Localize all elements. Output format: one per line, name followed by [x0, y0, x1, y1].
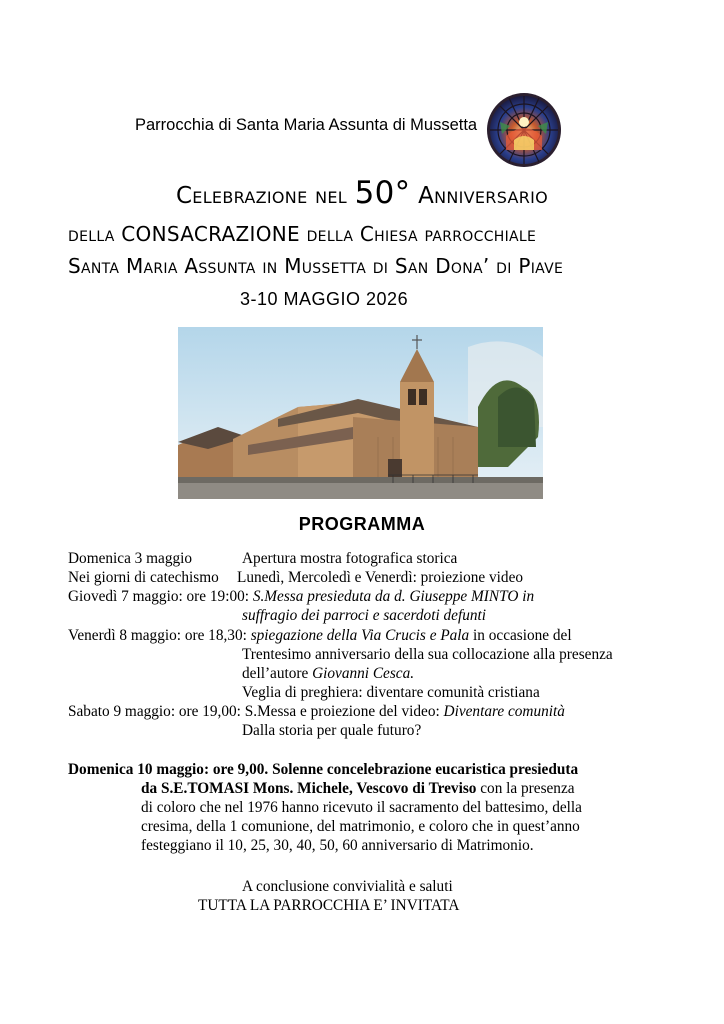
- church-photo: [178, 327, 543, 499]
- event-dates: 3-10 MAGGIO 2026: [240, 289, 409, 309]
- program-day-8: Venerdì 8 maggio: ore 18,30: spiegazione della Via Crucis e Pala in occasione del: [68, 627, 572, 644]
- stained-glass-window-icon: [486, 92, 562, 168]
- program-heading: PROGRAMMA: [298, 514, 426, 534]
- parish-name: Parrocchia di Santa Maria Assunta di Mussetta: [135, 116, 478, 134]
- program-day-10-line-2: da S.E.TOMASI Mons. Michele, Vescovo di Treviso con la presenza: [141, 780, 575, 797]
- closing-invitation: TUTTA LA PARROCCHIA E’ INVITATA: [198, 897, 460, 914]
- program-day-8-line-4: Veglia di preghiera: diventare comunità cristiana: [242, 684, 540, 701]
- closing-conviviality: A conclusione convivialità e saluti: [242, 878, 453, 895]
- program-day-10: Domenica 10 maggio: ore 9,00. Solenne concelebrazione eucaristica presieduta: [68, 761, 579, 778]
- program-day-8-line-3: dell’autore Giovanni Cesca.: [242, 665, 415, 682]
- program-catechism-text: Lunedì, Mercoledì e Venerdì: proiezione video: [237, 569, 524, 586]
- title-line-2: della CONSACRAZIONE della Chiesa parrocchiale: [68, 222, 537, 246]
- program-day-10-line-4: cresima, della 1 comunione, del matrimonio, e coloro che in quest’anno: [141, 818, 580, 835]
- program-day-7-cont: suffragio dei parroci e sacerdoti defunti: [242, 607, 487, 624]
- program-day-3-text: Apertura mostra fotografica storica: [242, 550, 458, 567]
- title-line-1: Celebrazione nel 50° Anniversario: [175, 175, 549, 211]
- program-day-3: Domenica 3 maggio: [68, 550, 193, 567]
- program-day-8-line-2: Trentesimo anniversario della sua collocazione alla presenza: [242, 646, 613, 663]
- program-catechism: Nei giorni di catechismo: [68, 569, 219, 586]
- program-day-10-line-5: festeggiano il 10, 25, 30, 40, 50, 60 anniversario di Matrimonio.: [141, 837, 534, 854]
- program-day-7: Giovedì 7 maggio: ore 19:00: S.Messa presieduta da d. Giuseppe MINTO in: [68, 588, 535, 605]
- program-day-9-line-2: Dalla storia per quale futuro?: [242, 722, 422, 739]
- title-line-3: Santa Maria Assunta in Mussetta di San Dona’ di Piave: [68, 254, 564, 278]
- program-day-9: Sabato 9 maggio: ore 19,00: S.Messa e proiezione del video: Diventare comunità: [68, 703, 565, 720]
- program-day-10-line-3: di coloro che nel 1976 hanno ricevuto il sacramento del battesimo, della: [141, 799, 582, 816]
